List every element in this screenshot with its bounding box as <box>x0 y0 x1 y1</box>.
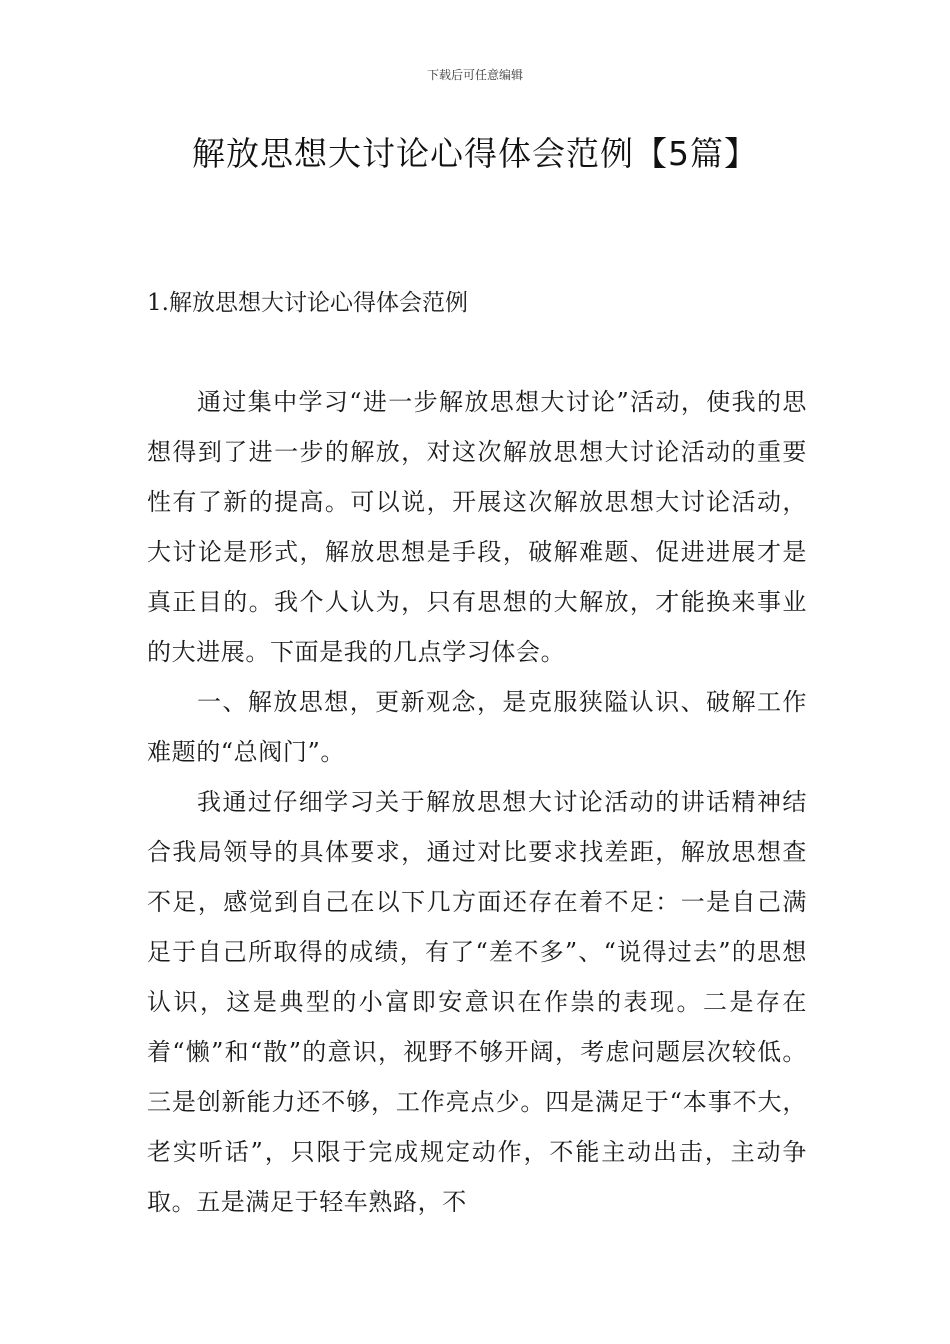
header-note: 下载后可任意编辑 <box>426 68 523 82</box>
paragraph: 通过集中学习“进一步解放思想大讨论”活动，使我的思想得到了进一步的解放，对这次解放思想大讨论活动的重要性有了新的提高。可以说，开展这次解放思想大讨论活动，大讨论是形式，解放思想是手段，破解难题、促进进展才是真正目的。我个人认为，只有思想的大解放，才能换来事业的大进展。下面是我的几点学习体会。 <box>147 388 807 666</box>
paragraph: 我通过仔细学习关于解放思想大讨论活动的讲话精神结合我局领导的具体要求，通过对比要求找差距，解放思想查不足，感觉到自己在以下几方面还存在着不足：一是自己满足于自己所取得的成绩，有了“差不多”、“说得过去”的思想认识，这是典型的小富即安意识在作祟的表现。二是存在着“懒”和“散”的意识，视野不够开阔，考虑问题层次较低。三是创新能力还不够，工作亮点少。四是满足于“本事不大，老实听话”，只限于完成规定动作，不能主动出击，主动争取。五是满足于轻车熟路，不 <box>147 788 807 1216</box>
body-text <box>147 377 807 1227</box>
section-heading: 1.解放思想大讨论心得体会范例 <box>147 290 468 316</box>
paragraph: 一、解放思想，更新观念，是克服狭隘认识、破解工作难题的“总阀门”。 <box>147 688 807 766</box>
document-title: 解放思想大讨论心得体会范例【5篇】 <box>192 134 758 173</box>
